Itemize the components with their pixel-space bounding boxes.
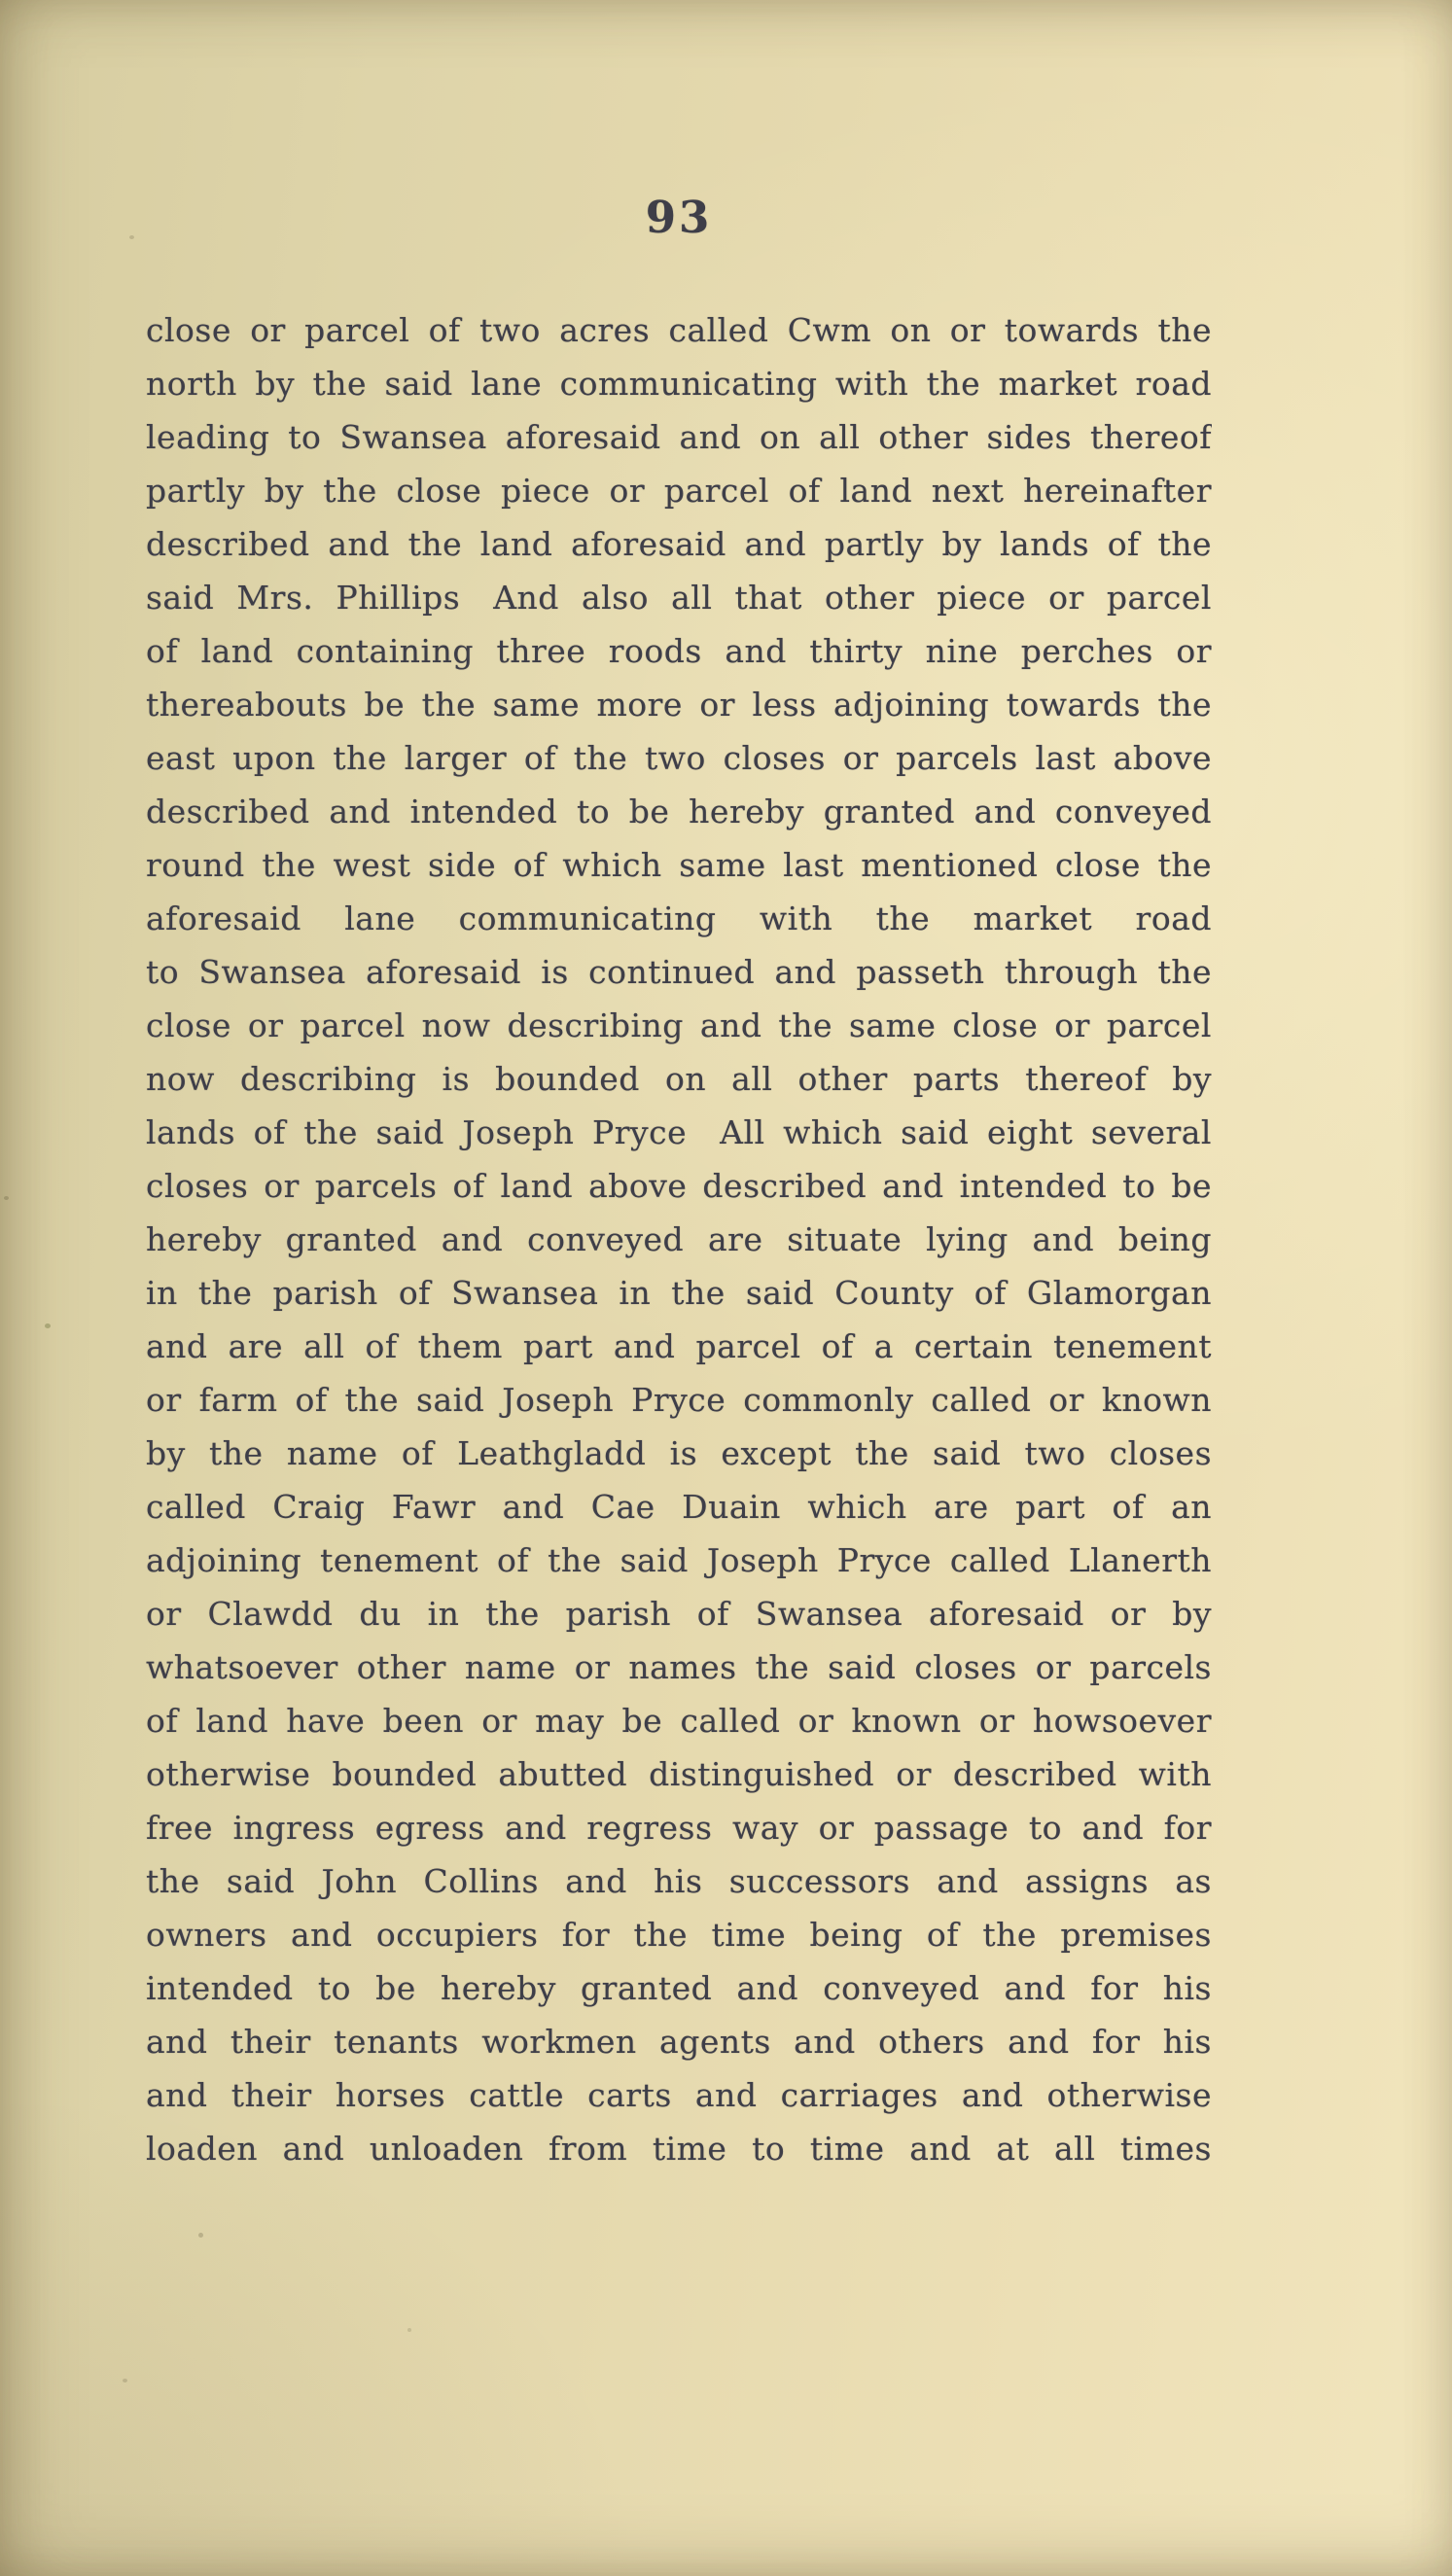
paper-speck: [123, 2379, 127, 2382]
text-line: of land containing three roods and thirty nine perches or: [146, 632, 1212, 670]
text-line: lands of the said Joseph Pryce All which said eight several: [146, 1113, 1212, 1151]
text-line: owners and occupiers for the time being of the premises: [146, 1916, 1212, 1954]
paper-speck: [45, 1323, 51, 1328]
paper-speck: [407, 2328, 411, 2332]
text-line: and are all of them part and parcel of a certain tenement: [146, 1327, 1212, 1365]
text-line: said Mrs. Phillips And also all that other piece or parcel: [146, 579, 1212, 617]
text-line: and their horses cattle carts and carriages and otherwise: [146, 2076, 1212, 2114]
text-line: close or parcel now describing and the same close or parcel: [146, 1006, 1212, 1044]
text-line: called Craig Fawr and Cae Duain which are part of an: [146, 1488, 1212, 1526]
text-line: now describing is bounded on all other parts thereof by: [146, 1060, 1212, 1098]
text-block: [146, 303, 1212, 2175]
text-line: to Swansea aforesaid is continued and passeth through the: [146, 953, 1212, 991]
text-line: partly by the close piece or parcel of land next hereinafter: [146, 472, 1212, 510]
text-line: otherwise bounded abutted distinguished or described with: [146, 1755, 1212, 1793]
text-line: thereabouts be the same more or less adjoining towards the: [146, 686, 1212, 723]
text-line: described and intended to be hereby granted and conveyed: [146, 793, 1212, 830]
text-line: of land have been or may be called or known or howsoever: [146, 1702, 1212, 1740]
text-line: in the parish of Swansea in the said County of Glamorgan: [146, 1274, 1212, 1312]
text-line: or farm of the said Joseph Pryce commonly called or known: [146, 1381, 1212, 1419]
text-line: loaden and unloaden from time to time and at all times: [146, 2130, 1212, 2168]
text-line: whatsoever other name or names the said closes or parcels: [146, 1648, 1212, 1686]
text-line: aforesaid lane communicating with the market road: [146, 900, 1212, 937]
text-line: or Clawdd du in the parish of Swansea aforesaid or by: [146, 1595, 1212, 1633]
text-line: described and the land aforesaid and partly by lands of the: [146, 525, 1212, 563]
text-line: adjoining tenement of the said Joseph Pryce called Llanerth: [146, 1541, 1212, 1579]
text-line: leading to Swansea aforesaid and on all other sides thereof: [146, 418, 1212, 456]
text-line: north by the said lane communicating with the market road: [146, 365, 1212, 403]
paper-speck: [4, 1196, 9, 1200]
text-line: round the west side of which same last mentioned close the: [146, 846, 1212, 884]
text-line: hereby granted and conveyed are situate lying and being: [146, 1220, 1212, 1258]
page-number: 93: [645, 192, 713, 243]
text-line: and their tenants workmen agents and others and for his: [146, 2023, 1212, 2061]
text-line: close or parcel of two acres called Cwm on or towards the: [146, 311, 1212, 349]
paper-speck: [129, 235, 134, 239]
text-line: by the name of Leathgladd is except the said two closes: [146, 1434, 1212, 1472]
text-line: free ingress egress and regress way or passage to and for: [146, 1809, 1212, 1847]
text-line: intended to be hereby granted and conveyed and for his: [146, 1969, 1212, 2007]
text-line: the said John Collins and his successors and assigns as: [146, 1862, 1212, 1900]
paper-speck: [198, 2233, 203, 2238]
text-line: closes or parcels of land above described and intended to be: [146, 1167, 1212, 1205]
text-line: east upon the larger of the two closes or parcels last above: [146, 739, 1212, 777]
